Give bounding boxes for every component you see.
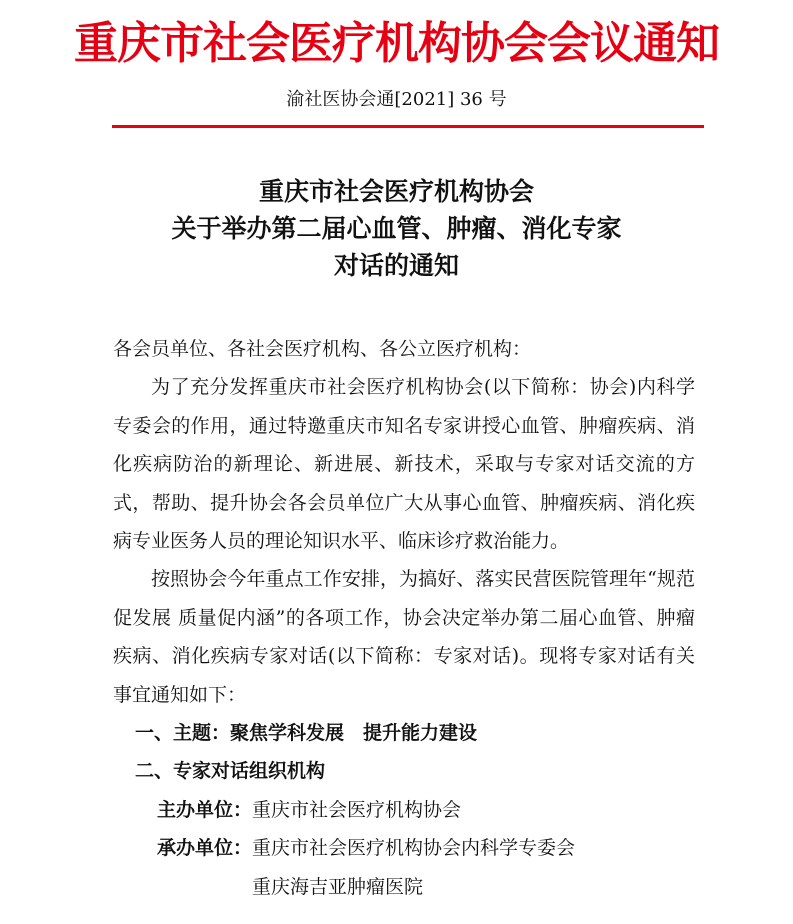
document-number: 渝社医协会通[2021] 36 号 [286, 89, 507, 110]
notice-title-line: 关于举办第二届心血管、肿瘤、消化专家 [171, 214, 622, 243]
organizer-value: 重庆市社会医疗机构协会 [252, 798, 462, 821]
section-heading-theme: 一、主题：聚焦学科发展 提升能力建设 [135, 722, 478, 745]
co-organizer-value: 重庆海吉亚肿瘤医院 [252, 875, 424, 898]
notice-body [113, 330, 695, 906]
co-organizer-label: 承办单位： [157, 837, 253, 860]
organizer-label: 主办单位： [157, 798, 253, 821]
body-paragraph: 为了充分发挥重庆市社会医疗机构协会(以下简称：协会)内科学专委会的作用，通过特邀重庆市知名专家讲授心血管、肿瘤疾病、消化疾病防治的新理论、新进展、新技术，采取与专家对话交流的方式，帮助、提升协会各会员单位广大从事心血管、肿瘤疾病、消化疾病专业医务人员的理论知识水平、临床诊疗救治能力。 [113, 376, 695, 553]
notice-title-line: 对话的通知 [333, 251, 459, 280]
section-heading-organization: 二、专家对话组织机构 [135, 760, 326, 783]
notice-title-line: 重庆市社会医疗机构协会 [258, 177, 534, 206]
co-organizer-value: 重庆市社会医疗机构协会内科学专委会 [252, 837, 576, 860]
salutation: 各会员单位、各社会医疗机构、各公立医疗机构： [113, 338, 532, 360]
header-title: 重庆市社会医疗机构协会会议通知 [74, 18, 719, 69]
body-paragraph: 按照协会今年重点工作安排，为搞好、落实民营医院管理年“规范促发展 质量促内涵”的各项工作，协会决定举办第二届心血管、肿瘤疾病、消化疾病专家对话(以下简称：专家对话)。现将专家对话有关事宜通知如下： [113, 568, 695, 706]
red-divider [112, 125, 704, 128]
notice-title [0, 173, 793, 284]
co-organizer-row [113, 829, 695, 906]
organizer-row [113, 791, 695, 829]
